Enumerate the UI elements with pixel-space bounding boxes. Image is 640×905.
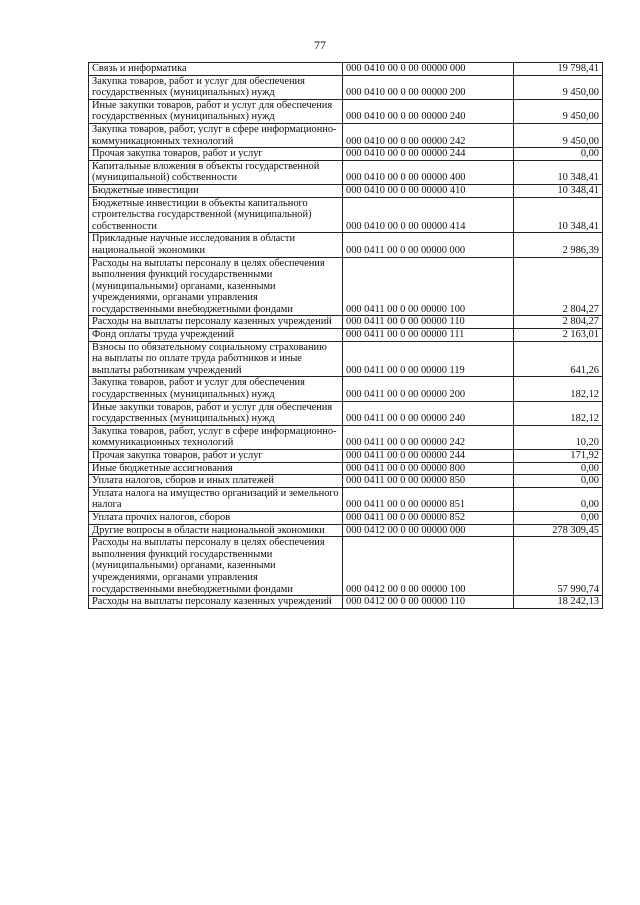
row-code-cell: 000 0411 00 0 00 00000 240 (343, 401, 514, 425)
table-row (89, 462, 603, 475)
row-amount-cell: 641,26 (514, 341, 603, 377)
table-row (89, 511, 603, 524)
row-name-cell: Закупка товаров, работ и услуг для обеспечения государственных (муниципальных) нужд (89, 377, 343, 401)
budget-table (88, 62, 603, 609)
row-code-cell: 000 0411 00 0 00 00000 242 (343, 425, 514, 449)
row-code-cell: 000 0410 00 0 00 00000 242 (343, 123, 514, 147)
row-name-cell: Уплата налога на имущество организаций и земельного налога (89, 487, 343, 511)
row-code-cell: 000 0412 00 0 00 00000 110 (343, 596, 514, 609)
row-name-cell: Прочая закупка товаров, работ и услуг (89, 148, 343, 161)
row-amount-cell: 2 804,27 (514, 316, 603, 329)
table-row (89, 257, 603, 316)
row-name-cell: Закупка товаров, работ и услуг для обеспечения государственных (муниципальных) нужд (89, 75, 343, 99)
row-code-cell: 000 0410 00 0 00 00000 400 (343, 160, 514, 184)
row-name-cell: Иные бюджетные ассигнования (89, 462, 343, 475)
row-name-cell: Фонд оплаты труда учреждений (89, 329, 343, 342)
row-code-cell: 000 0411 00 0 00 00000 110 (343, 316, 514, 329)
row-amount-cell: 0,00 (514, 487, 603, 511)
row-name-cell: Связь и информатика (89, 63, 343, 76)
row-amount-cell: 0,00 (514, 148, 603, 161)
row-amount-cell: 182,12 (514, 377, 603, 401)
row-code-cell: 000 0410 00 0 00 00000 200 (343, 75, 514, 99)
row-code-cell: 000 0410 00 0 00 00000 244 (343, 148, 514, 161)
row-amount-cell: 278 309,45 (514, 524, 603, 537)
row-amount-cell: 10 348,41 (514, 184, 603, 197)
row-amount-cell: 171,92 (514, 450, 603, 463)
row-amount-cell: 182,12 (514, 401, 603, 425)
row-name-cell: Взносы по обязательному социальному страхованию на выплаты по оплате труда работников и иные выплаты работникам учреждений (89, 341, 343, 377)
row-code-cell: 000 0410 00 0 00 00000 000 (343, 63, 514, 76)
table-row (89, 184, 603, 197)
row-amount-cell: 0,00 (514, 475, 603, 488)
row-name-cell: Бюджетные инвестиции в объекты капитального строительства государственной (муниципальной) собственности (89, 197, 343, 233)
row-name-cell: Бюджетные инвестиции (89, 184, 343, 197)
row-code-cell: 000 0411 00 0 00 00000 100 (343, 257, 514, 316)
row-code-cell: 000 0410 00 0 00 00000 240 (343, 99, 514, 123)
table-row (89, 63, 603, 76)
row-code-cell: 000 0410 00 0 00 00000 414 (343, 197, 514, 233)
row-name-cell: Расходы на выплаты персоналу в целях обеспечения выполнения функций государственными (муниципальными) органами, казенными учреждениями, органами управления государственными внебюджетными фондами (89, 257, 343, 316)
page-number: 77 (314, 38, 326, 52)
table-row (89, 233, 603, 257)
row-amount-cell: 10,20 (514, 425, 603, 449)
row-amount-cell: 10 348,41 (514, 160, 603, 184)
row-name-cell: Прочая закупка товаров, работ и услуг (89, 450, 343, 463)
row-amount-cell: 0,00 (514, 511, 603, 524)
row-amount-cell: 9 450,00 (514, 123, 603, 147)
row-name-cell: Уплата налогов, сборов и иных платежей (89, 475, 343, 488)
row-amount-cell: 9 450,00 (514, 99, 603, 123)
table-row (89, 487, 603, 511)
row-name-cell: Расходы на выплаты персоналу казенных учреждений (89, 596, 343, 609)
row-name-cell: Капитальные вложения в объекты государственной (муниципальной) собственности (89, 160, 343, 184)
table-row (89, 341, 603, 377)
row-code-cell: 000 0411 00 0 00 00000 111 (343, 329, 514, 342)
row-name-cell: Иные закупки товаров, работ и услуг для обеспечения государственных (муниципальных) нужд (89, 99, 343, 123)
row-name-cell: Закупка товаров, работ, услуг в сфере информационно-коммуникационных технологий (89, 123, 343, 147)
table-row (89, 197, 603, 233)
table-row (89, 329, 603, 342)
row-amount-cell: 10 348,41 (514, 197, 603, 233)
table-row (89, 524, 603, 537)
row-code-cell: 000 0411 00 0 00 00000 244 (343, 450, 514, 463)
row-name-cell: Расходы на выплаты персоналу казенных учреждений (89, 316, 343, 329)
row-amount-cell: 19 798,41 (514, 63, 603, 76)
row-code-cell: 000 0411 00 0 00 00000 850 (343, 475, 514, 488)
row-amount-cell: 2 804,27 (514, 257, 603, 316)
table-row (89, 377, 603, 401)
row-amount-cell: 57 990,74 (514, 537, 603, 596)
table-row (89, 450, 603, 463)
row-amount-cell: 0,00 (514, 462, 603, 475)
row-name-cell: Закупка товаров, работ, услуг в сфере информационно-коммуникационных технологий (89, 425, 343, 449)
table-row (89, 475, 603, 488)
table-row (89, 75, 603, 99)
table-row (89, 123, 603, 147)
row-amount-cell: 9 450,00 (514, 75, 603, 99)
row-code-cell: 000 0411 00 0 00 00000 852 (343, 511, 514, 524)
row-code-cell: 000 0411 00 0 00 00000 200 (343, 377, 514, 401)
row-name-cell: Прикладные научные исследования в области национальной экономики (89, 233, 343, 257)
row-code-cell: 000 0411 00 0 00 00000 851 (343, 487, 514, 511)
table-row (89, 537, 603, 596)
row-code-cell: 000 0411 00 0 00 00000 119 (343, 341, 514, 377)
row-amount-cell: 2 163,01 (514, 329, 603, 342)
table-row (89, 401, 603, 425)
row-code-cell: 000 0411 00 0 00 00000 000 (343, 233, 514, 257)
row-code-cell: 000 0411 00 0 00 00000 800 (343, 462, 514, 475)
row-amount-cell: 2 986,39 (514, 233, 603, 257)
row-name-cell: Другие вопросы в области национальной экономики (89, 524, 343, 537)
table-row (89, 425, 603, 449)
row-name-cell: Уплата прочих налогов, сборов (89, 511, 343, 524)
table-row (89, 148, 603, 161)
table-row (89, 99, 603, 123)
row-code-cell: 000 0412 00 0 00 00000 000 (343, 524, 514, 537)
row-code-cell: 000 0412 00 0 00 00000 100 (343, 537, 514, 596)
table-row (89, 316, 603, 329)
table-row (89, 160, 603, 184)
table-row (89, 596, 603, 609)
row-amount-cell: 18 242,13 (514, 596, 603, 609)
row-code-cell: 000 0410 00 0 00 00000 410 (343, 184, 514, 197)
budget-table-body (89, 63, 603, 609)
row-name-cell: Иные закупки товаров, работ и услуг для обеспечения государственных (муниципальных) нужд (89, 401, 343, 425)
row-name-cell: Расходы на выплаты персоналу в целях обеспечения выполнения функций государственными (муниципальными) органами, казенными учреждениями, органами управления государственными внебюджетными фондами (89, 537, 343, 596)
